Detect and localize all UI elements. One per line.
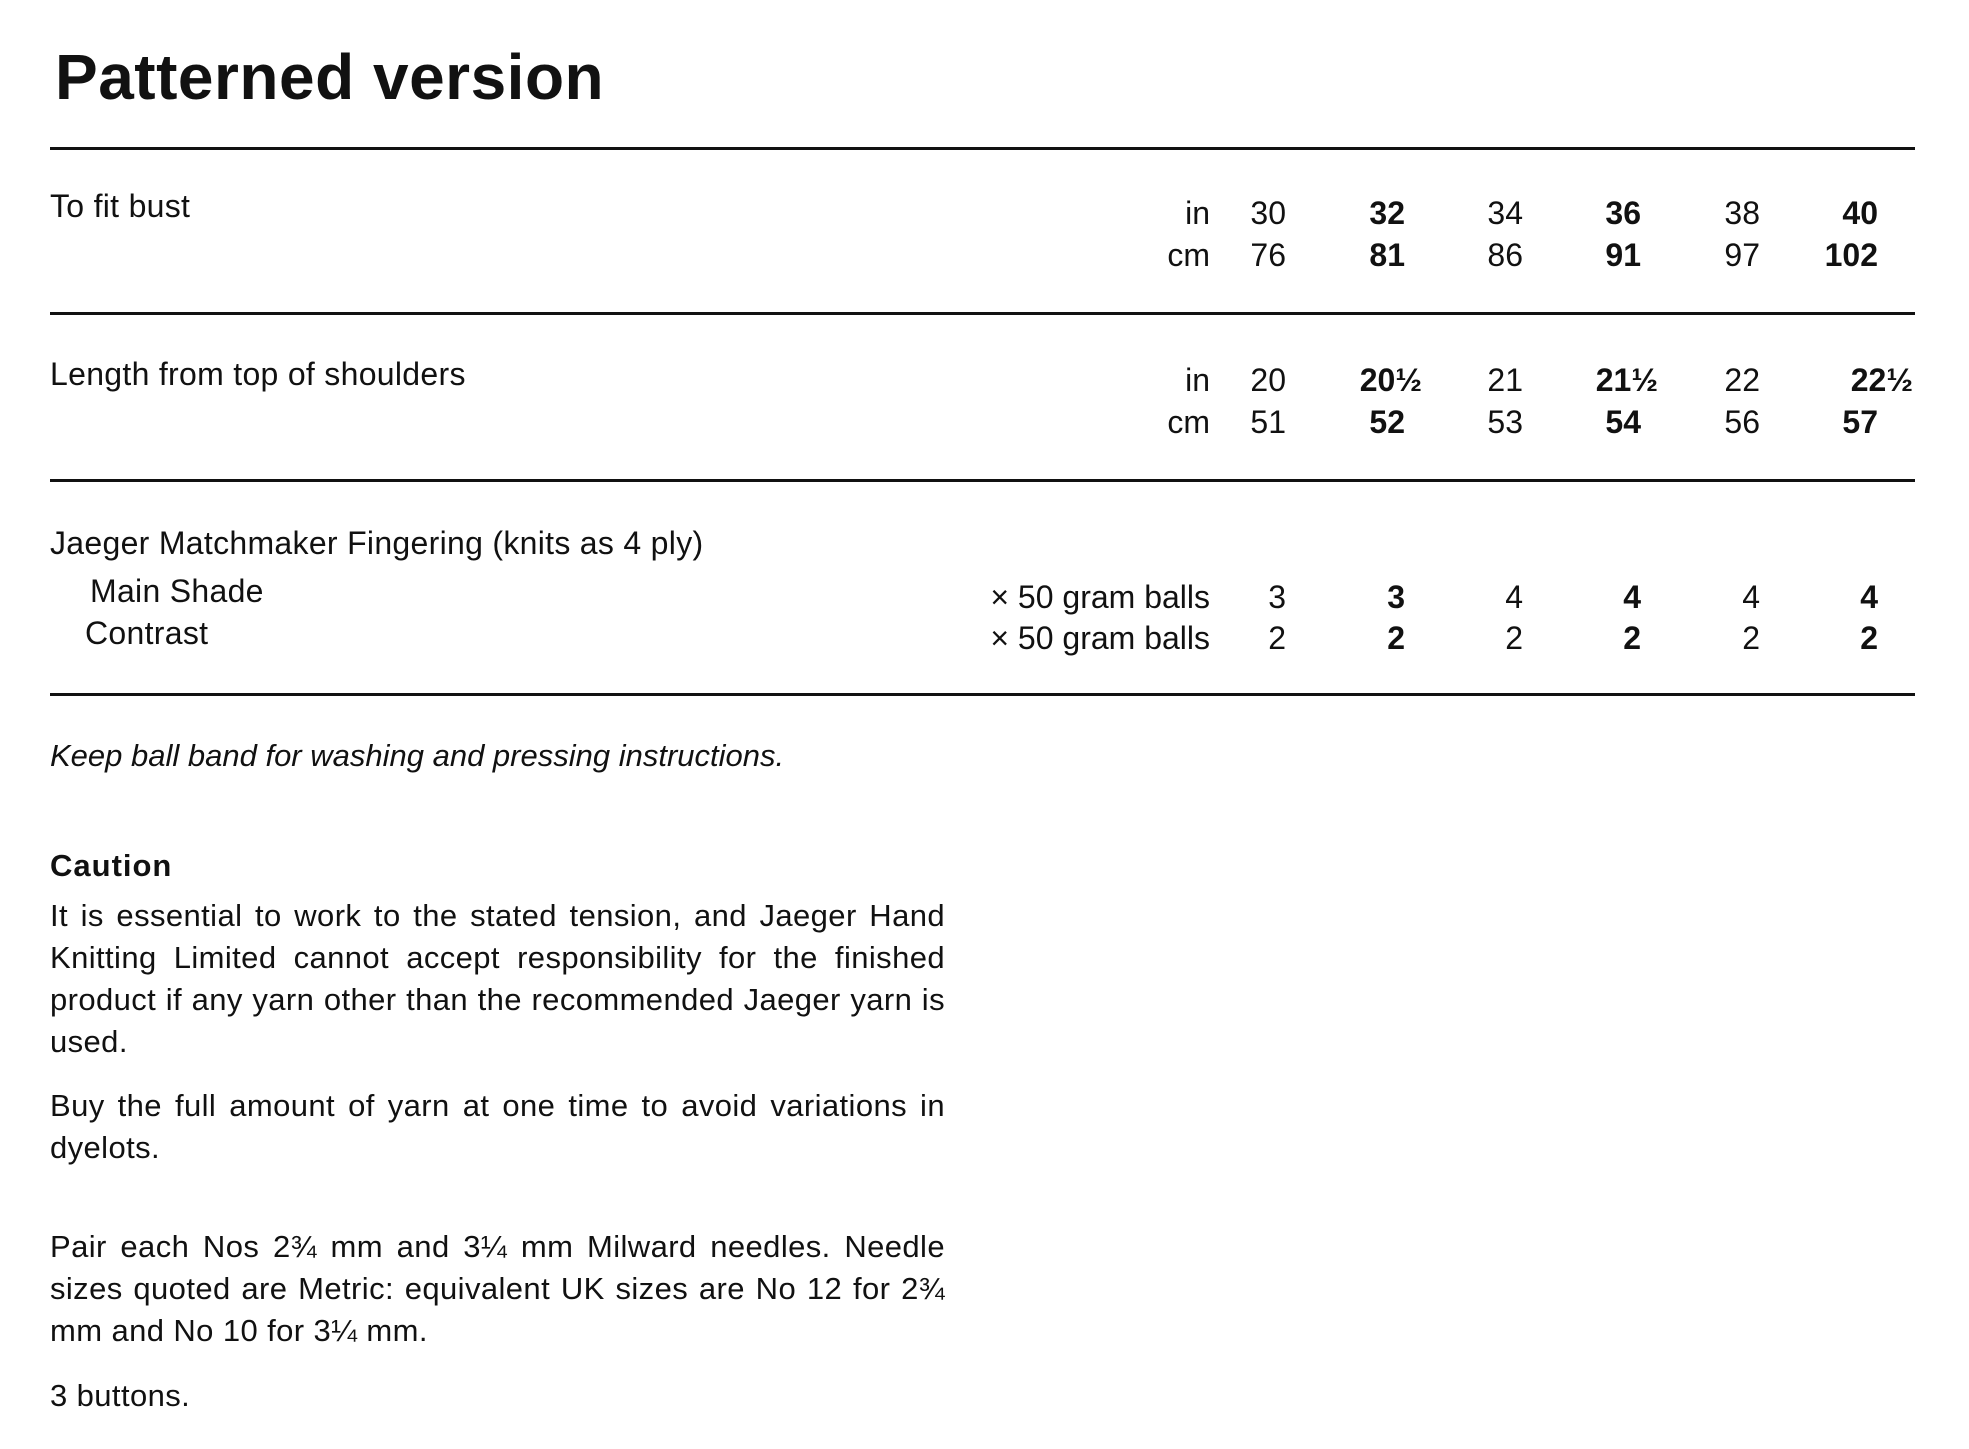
caution-heading: Caution <box>50 848 173 883</box>
length-in-value: 21½ <box>1595 362 1658 398</box>
bust-in-value: 38 <box>1724 195 1760 231</box>
main-shade-value: 3 <box>1387 579 1405 615</box>
bust-cm-value: 76 <box>1250 237 1286 273</box>
bust-in-unit: in <box>1185 195 1210 231</box>
contrast-unit: × 50 gram balls <box>990 620 1210 656</box>
contrast-label: Contrast <box>85 615 209 651</box>
length-cm-value: 52 <box>1369 404 1405 440</box>
divider-yarn <box>50 693 1915 696</box>
bust-cm-value: 81 <box>1369 237 1405 273</box>
length-cm-unit: cm <box>1167 404 1210 440</box>
bust-cm-value: 102 <box>1824 237 1878 273</box>
length-in-value: 20½ <box>1359 362 1422 398</box>
length-in-value: 22 <box>1724 362 1760 398</box>
bust-cm-value: 86 <box>1487 237 1523 273</box>
length-cm-value: 54 <box>1605 404 1641 440</box>
contrast-value: 2 <box>1505 620 1523 656</box>
main-shade-value: 4 <box>1623 579 1641 615</box>
main-shade-unit: × 50 gram balls <box>990 579 1210 615</box>
page-title: Patterned version <box>55 41 605 113</box>
divider-bust <box>50 312 1915 315</box>
contrast-value: 2 <box>1860 620 1878 656</box>
contrast-value: 2 <box>1742 620 1760 656</box>
length-cm-value: 56 <box>1724 404 1760 440</box>
length-cm-value: 53 <box>1487 404 1523 440</box>
bust-in-value: 40 <box>1842 195 1878 231</box>
bust-cm-unit: cm <box>1167 237 1210 273</box>
buttons-text: 3 buttons. <box>50 1378 191 1413</box>
length-in-value: 20 <box>1250 362 1286 398</box>
length-label: Length from top of shoulders <box>50 356 466 392</box>
length-cm-value: 57 <box>1842 404 1878 440</box>
ball-band-note: Keep ball band for washing and pressing instructions. <box>50 738 785 773</box>
contrast-value: 2 <box>1387 620 1405 656</box>
main-shade-value: 4 <box>1860 579 1878 615</box>
bust-cm-value: 97 <box>1724 237 1760 273</box>
bust-label: To fit bust <box>50 188 191 224</box>
main-shade-label: Main Shade <box>90 573 264 609</box>
caution-paragraph: It is essential to work to the stated tension, and Jaeger Hand Knitting Limited cannot accept responsibility for the finished product if any yarn other than the recommended Jaeger yarn is used. <box>50 898 945 1059</box>
main-shade-value: 3 <box>1268 579 1286 615</box>
needles-paragraph: Pair each Nos 2¾ mm and 3¼ mm Milward needles. Needle sizes quoted are Metric: equivalent UK sizes are No 12 for 2¾ mm and No 10 for 3¼ mm. <box>50 1229 945 1348</box>
divider-top <box>50 147 1915 150</box>
length-in-value: 22½ <box>1850 362 1913 398</box>
bust-in-value: 34 <box>1487 195 1523 231</box>
divider-length <box>50 479 1915 482</box>
length-in-unit: in <box>1185 362 1210 398</box>
main-shade-value: 4 <box>1505 579 1523 615</box>
length-cm-value: 51 <box>1250 404 1286 440</box>
bust-cm-value: 91 <box>1605 237 1641 273</box>
main-shade-value: 4 <box>1742 579 1760 615</box>
dyelot-paragraph: Buy the full amount of yarn at one time to avoid variations in dyelots. <box>50 1088 945 1165</box>
bust-in-value: 36 <box>1605 195 1641 231</box>
contrast-value: 2 <box>1268 620 1286 656</box>
yarn-label: Jaeger Matchmaker Fingering (knits as 4 ply) <box>50 525 704 561</box>
contrast-value: 2 <box>1623 620 1641 656</box>
bust-in-value: 32 <box>1369 195 1405 231</box>
length-in-value: 21 <box>1487 362 1523 398</box>
bust-in-value: 30 <box>1250 195 1286 231</box>
